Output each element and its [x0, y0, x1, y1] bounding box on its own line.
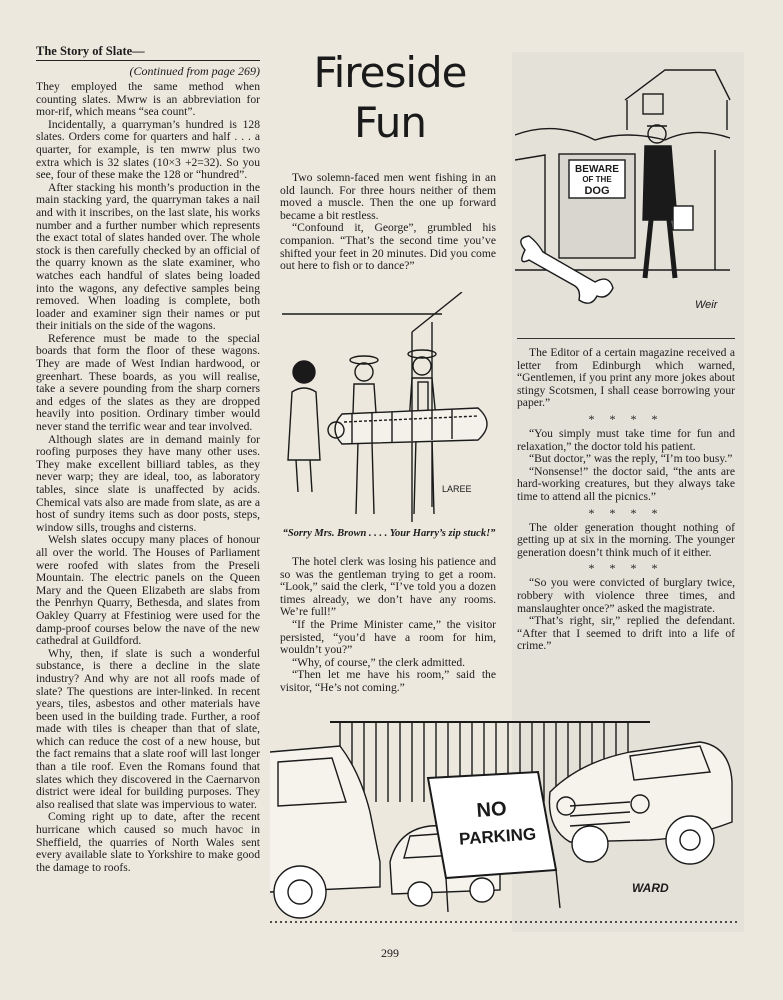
- article-heading: The Story of Slate—: [36, 44, 260, 61]
- cartoon-signature: WARD: [632, 881, 669, 895]
- joke-paragraph: “Why, of course,” the clerk admitted.: [292, 655, 466, 669]
- joke-paragraph: The Editor of a certain magazine received a letter from Edinburgh which warned, “Gentlemen, if you print any more jokes about stingy Scotsmen, I shall cease borrowing your paper.”: [517, 346, 735, 410]
- joke-paragraph: “You simply must take time for fun and relaxation,” the doctor told his patient.: [517, 426, 735, 453]
- star-separator: * * * *: [588, 561, 664, 576]
- continued-note: (Continued from page 269): [129, 64, 260, 78]
- sign-text: PARKING: [458, 824, 537, 849]
- page-number: 299: [381, 946, 399, 960]
- divider-line: [517, 338, 735, 339]
- sign-text: DOG: [584, 185, 610, 197]
- joke-paragraph: “If the Prime Minister came,” the visitor persisted, “you’d have a room for him, wouldn’t you?”: [280, 617, 496, 657]
- paragraph: They employed the same method when counting slates. Mwrw is an abbreviation for mor-rif, which means “sea count”.: [36, 80, 260, 119]
- joke-paragraph: The older generation thought nothing of getting up at six in the morning. The younger generation doesn’t think much of it either.: [517, 520, 735, 559]
- joke-paragraph: “But doctor,” was the reply, “I’m too busy.”: [529, 452, 733, 466]
- joke-paragraph: The hotel clerk was losing his patience and so was the gentleman trying to get a room. “Look,” said the clerk, “I’ve told you a dozen times already, we don’t have any rooms. We’re full!”: [280, 555, 496, 619]
- paragraph: Welsh slates occupy many places of honour all over the world. The Houses of Parliament were roofed with slates from the Preseli Mountain. The electric panels on the Queen Mary and the Queen Elizabeth are slabs from the Penrhyn Quarry, Bethesda, and slates from Oakley Quarry at Ffestiniog were used for the damp-proof courses below the nave of the new cathedral at Guildford.: [36, 533, 260, 648]
- sign-text: OF THE: [582, 175, 612, 184]
- cartoon-beware-of-dog: [515, 60, 737, 322]
- column-jokes-middle-lower: [280, 556, 496, 695]
- paragraph: Coming right up to date, after the recent hurricane which caused so much havoc in Sheffield, the quarries of North Wales sent every available slate to Yorkshire to make good the damage to roofs.: [36, 810, 260, 874]
- sign-text: BEWARE: [575, 164, 619, 175]
- column-jokes-middle: [280, 172, 496, 273]
- star-separator: * * * *: [588, 505, 664, 520]
- column-story-of-slate: [36, 44, 260, 874]
- joke-paragraph: Two solemn-faced men went fishing in an old launch. For three hours neither of them moved a muscle. Then the one up forward became a bit restless.: [280, 171, 496, 222]
- joke-paragraph: “Confound it, George”, grumbled his companion. “That’s the second time you’ve shifted your feet in 20 minutes. Did you come out here to fish or to dance?”: [280, 221, 496, 273]
- joke-paragraph: “Then let me have his room,” said the visitor, “He’s not coming.”: [280, 668, 496, 694]
- cartoon-no-parking: [270, 712, 740, 938]
- star-separator: * * * *: [588, 411, 664, 426]
- joke-paragraph: “Nonsense!” the doctor said, “the ants are hard-working creatures, but they always take time to attend all the picnics.”: [517, 464, 735, 503]
- paragraph: Why, then, if slate is such a wonderful substance, is there a decline in the slate industry? And why are not all roofs made of slate? The questions are inter-linked. In recent years, tiles, asbestos and other materials have been used in the building trade. Further, a roof made with tiles is cheaper than that of slate, which can reduce the cost of a new house, but the fact remains that a slate roof will last longer than a tile roof. Even the Romans found that slates which they discovered in the Caernarvon district were ideal for building purposes. They also realised that slate was impervious to water.: [36, 646, 260, 811]
- joke-paragraph: “So you were convicted of burglary twice, robbery with violence three times, and manslaughter once?” asked the magistrate.: [517, 576, 735, 615]
- cartoon-caption: “Sorry Mrs. Brown . . . . Your Harry’s zip stuck!”: [282, 528, 496, 539]
- paragraph: Although slates are in demand mainly for roofing purposes they have many other uses. They make excellent billiard tables, as they never warp; they are ideal, too, as laboratory tables, since slate is unaffected by acids. Chemical vats also are made from slate, as are a host of sundry items such as door posts, steps, window sills, troughs and cisterns.: [36, 432, 260, 534]
- title-line-1: Fireside: [313, 48, 467, 97]
- paragraph: Reference must be made to the special boards that form the floor of these wagons. They are made of West Indian hardwood, or greenhart. These boards, as you will realise, take a severe pounding from the sharp corners and edges of the slates as they are dropped heavily into position. Ordinary timber would never stand the terrific wear and tear involved.: [36, 331, 260, 434]
- page-title: [290, 48, 490, 148]
- joke-paragraph: “That’s right, sir,” replied the defendant. “After that I seemed to drift into a life of crime.”: [517, 614, 735, 653]
- cartoon-signature: Weir: [695, 299, 718, 311]
- column-jokes-right: [517, 347, 735, 653]
- paragraph: Incidentally, a quarryman’s hundred is 128 slates. Orders come for quarters and half . . . a quarter, for example, is ten mwrw plus two extra which is 32 slates (10×3 +2=32). So you see, four of these make the 128 or “hundred”.: [36, 117, 260, 182]
- paragraph: After stacking his month’s production in the main stacking yard, the quarryman takes a nail and with it inscribes, on the last slate, his works number and a further number which represents the exact total of slates handed over. The whole stock is then carefully checked by an official of the quarry known as the slate examiner, who watches each handful of slates being loaded into the wagons, any defective samples being removed. When loading is complete, both loader and examiner sign their names or put their initials on the side of the wagons.: [36, 180, 260, 333]
- cartoon-signature: LAREE: [442, 484, 472, 494]
- cartoon-zip-bag: [282, 292, 496, 524]
- title-line-2: Fun: [353, 98, 427, 147]
- sign-text: NO: [475, 797, 508, 823]
